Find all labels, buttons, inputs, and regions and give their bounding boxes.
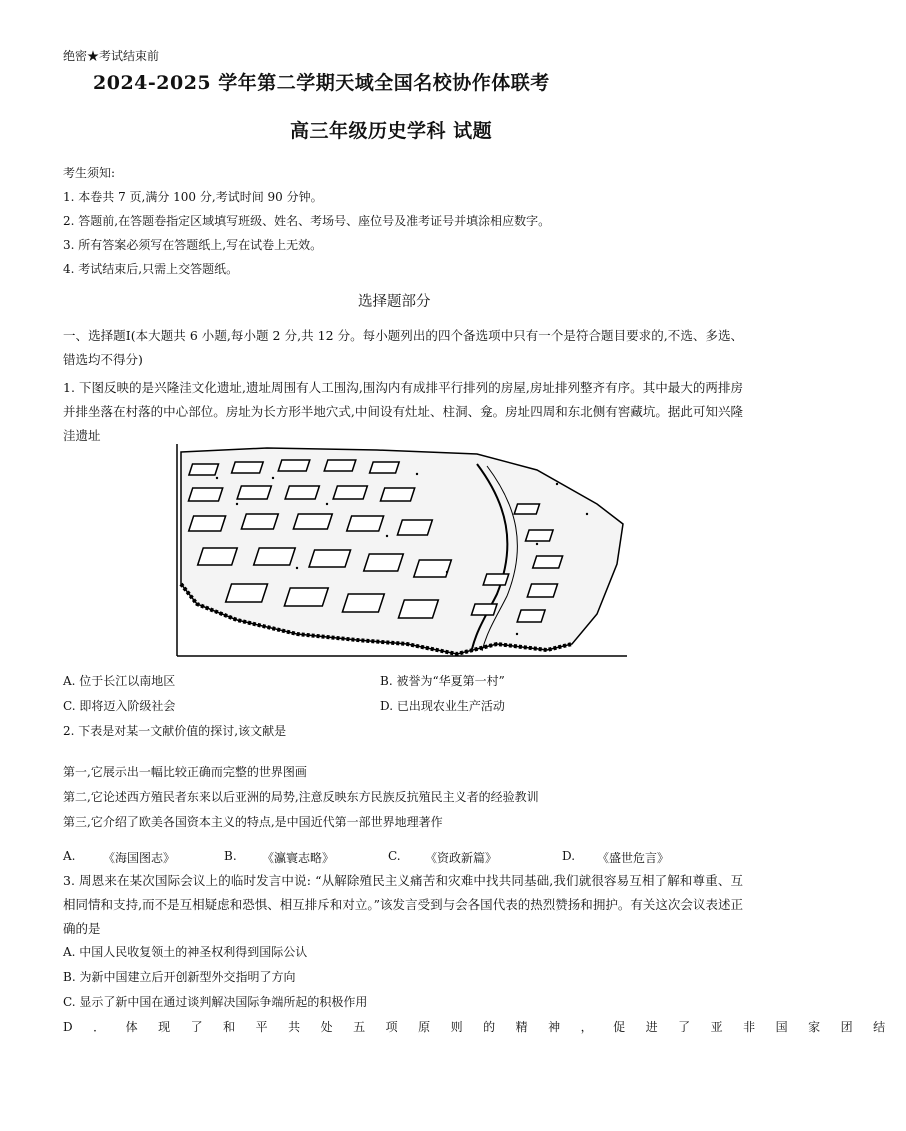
notice-item: 3. 所有答案必须写在答题纸上,写在试卷上无效。 xyxy=(63,238,323,252)
exam-title: 2024-2025 学年第二学期天域全国名校协作体联考 xyxy=(93,72,550,94)
q2-option-b-letter: B. xyxy=(224,849,237,863)
q1-option-a: A. 位于长江以南地区 xyxy=(63,674,176,688)
part-instructions: 一、选择题Ⅰ(本大题共 6 小题,每小题 2 分,共 12 分。每小题列出的四个备选项中只有一个是符合题目要求的,不选、多选、错选均不得分) xyxy=(63,328,743,367)
confidential-label: 绝密★考试结束前 xyxy=(63,49,160,63)
q2-option-c: 《资政新篇》 xyxy=(425,851,498,865)
q3-option-d: D．体现了和平共处五项原则的精神，促进了亚非国家团结 xyxy=(63,1020,906,1034)
q1-option-d: D. 已出现农业生产活动 xyxy=(380,699,505,713)
q1-option-b: B. 被誉为“华夏第一村” xyxy=(380,674,505,688)
q2-option-d-letter: D. xyxy=(562,849,576,863)
section-title: 选择题部分 xyxy=(358,294,431,310)
question-2-stem: 2. 下表是对某一文献价值的探讨,该文献是 xyxy=(63,724,287,738)
q1-option-c: C. 即将迈入阶级社会 xyxy=(63,699,176,713)
notice-item: 2. 答题前,在答题卷指定区域填写班级、姓名、考场号、座位号及准考证号并填涂相应数字。 xyxy=(63,214,551,228)
notice-heading: 考生须知: xyxy=(63,166,116,180)
exam-subtitle: 高三年级历史学科 试题 xyxy=(290,120,493,142)
q2-option-d: 《盛世危言》 xyxy=(597,851,670,865)
q2-point: 第二,它论述西方殖民者东来以后亚洲的局势,注意反映东方民族反抗殖民主义者的经验教训 xyxy=(63,790,539,804)
q3-option-b: B. 为新中国建立后开创新型外交指明了方向 xyxy=(63,970,296,984)
q2-option-b: 《瀛寰志略》 xyxy=(262,851,335,865)
q3-option-c: C. 显示了新中国在通过谈判解决国际争端所起的积极作用 xyxy=(63,995,368,1009)
q3-option-a: A. 中国人民收复领土的神圣权利得到国际公认 xyxy=(63,945,308,959)
q2-option-c-letter: C. xyxy=(388,849,401,863)
notice-item: 4. 考试结束后,只需上交答题纸。 xyxy=(63,262,239,276)
q2-option-a: 《海国图志》 xyxy=(103,851,176,865)
q2-option-a-letter: A. xyxy=(63,849,76,863)
q2-point: 第三,它介绍了欧美各国资本主义的特点,是中国近代第一部世界地理著作 xyxy=(63,815,443,829)
notice-item: 1. 本卷共 7 页,满分 100 分,考试时间 90 分钟。 xyxy=(63,190,323,204)
q2-point: 第一,它展示出一幅比较正确而完整的世界图画 xyxy=(63,765,307,779)
question-1-stem: 1. 下图反映的是兴隆洼文化遗址,遗址周围有人工围沟,围沟内有成排平行排列的房屋,房址排列整齐有序。其中最大的两排房并排坐落在村落的中心部位。房址为长方形半地穴式,中间设有灶址、柱洞、龛。房址四周和东北侧有窖藏坑。据此可知兴隆洼遗址 xyxy=(63,380,743,443)
question-3-stem: 3. 周恩来在某次国际会议上的临时发言中说: “从解除殖民主义痛苦和灾难中找共同基础,我们就很容易互相了解和尊重、互相同情和支持,而不是互相疑虑和恐惧、相互排斥和对立。”该发言受到与会各国代表的热烈赞扬和拥护。有关这次会议表述正确的是 xyxy=(63,873,743,936)
site-illustration xyxy=(177,444,627,660)
